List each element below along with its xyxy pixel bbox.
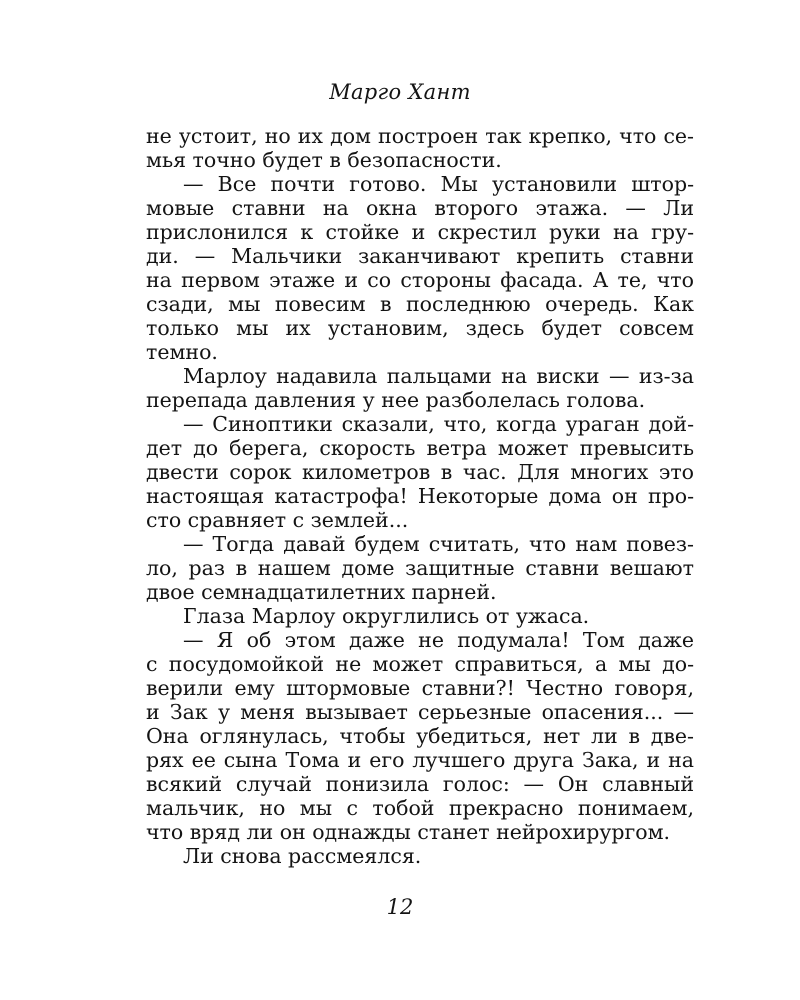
- text-line: Глаза Марлоу округлились от ужаса.: [183, 604, 590, 628]
- text-line: мья точно будет в безопасности.: [146, 148, 502, 172]
- text-line: дет до берега, скорость ветра может превысить: [146, 436, 694, 460]
- text-line: не устоит, но их дом построен так крепко, что се-: [146, 124, 694, 148]
- text-line: ди. — Мальчики заканчивают крепить ставни: [146, 244, 694, 268]
- text-line: ло, раз в нашем доме защитные ставни вешают: [146, 556, 694, 580]
- text-line: Она оглянулась, чтобы убедиться, нет ли в две-: [146, 724, 694, 748]
- text-line: — Я об этом даже не подумала! Том даже: [183, 628, 694, 652]
- text-line: двое семнадцатилетних парней.: [146, 580, 497, 604]
- text-line: с посудомойкой не может справиться, а мы до-: [146, 652, 694, 676]
- text-line: двести сорок километров в час. Для многих это: [146, 460, 694, 484]
- text-line: — Тогда давай будем считать, что нам повез-: [183, 532, 694, 556]
- text-line: на первом этаже и со стороны фасада. А те, что: [146, 268, 694, 292]
- text-line: — Синоптики сказали, что, когда ураган дой-: [183, 412, 694, 436]
- text-line: и Зак у меня вызывает серьезные опасения... —: [146, 700, 694, 724]
- text-line: темно.: [146, 340, 218, 364]
- text-line: перепада давления у нее разболелась голова.: [146, 388, 646, 412]
- text-line: верили ему штормовые ставни?! Честно говоря,: [146, 676, 694, 700]
- body-text: [146, 124, 694, 868]
- text-line: мовые ставни на окна второго этажа. — Ли: [146, 196, 694, 220]
- text-line: прислонился к стойке и скрестил руки на гру-: [146, 220, 694, 244]
- text-line: — Все почти готово. Мы установили штор-: [183, 172, 694, 196]
- text-line: сзади, мы повесим в последнюю очередь. Как: [146, 292, 694, 316]
- page-number: 12: [386, 895, 414, 919]
- text-line: рях ее сына Тома и его лучшего друга Зака, и на: [146, 748, 694, 772]
- text-line: настоящая катастрофа! Некоторые дома он про-: [146, 484, 694, 508]
- running-head: Марго Хант: [329, 80, 471, 104]
- text-line: Ли снова рассмеялся.: [183, 844, 422, 868]
- text-line: Марлоу надавила пальцами на виски — из-за: [183, 364, 694, 388]
- text-line: что вряд ли он однажды станет нейрохирургом.: [146, 820, 671, 844]
- text-line: только мы их установим, здесь будет совсем: [146, 316, 694, 340]
- text-line: мальчик, но мы с тобой прекрасно понимаем,: [146, 796, 694, 820]
- text-line: всякий случай понизила голос: — Он славный: [146, 772, 694, 796]
- text-line: сто сравняет с землей...: [146, 508, 409, 532]
